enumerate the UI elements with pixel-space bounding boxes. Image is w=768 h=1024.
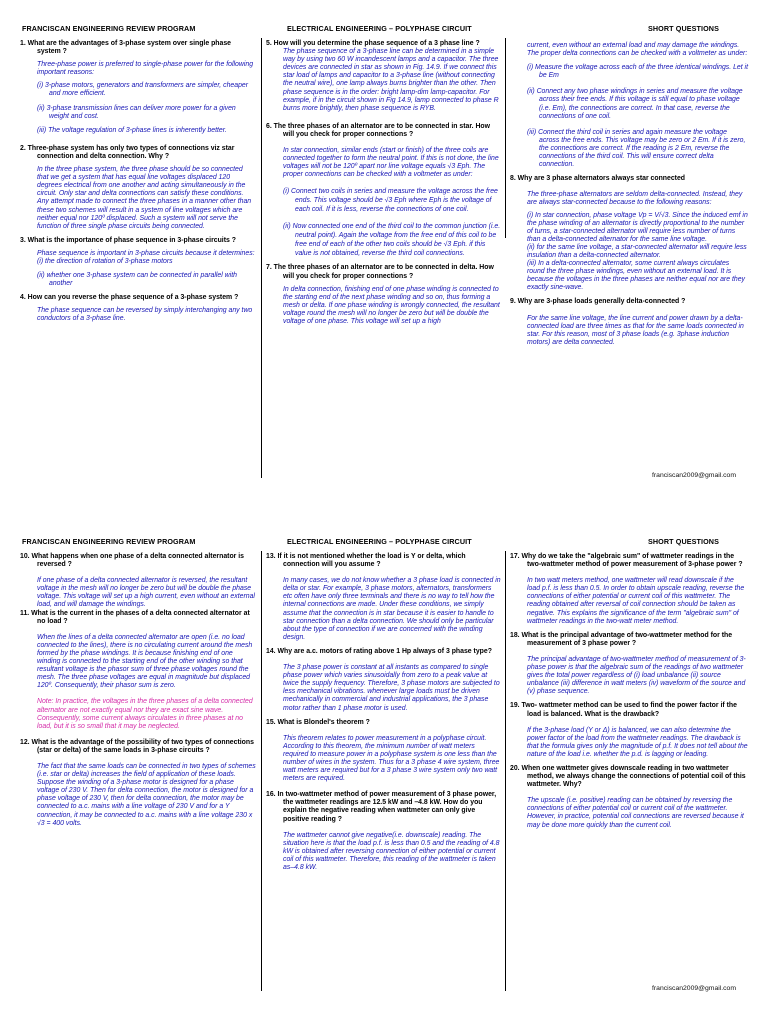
answer-8 — [510, 191, 748, 292]
question-15: 15. What is Blondel's theorem ? — [266, 718, 370, 726]
question-8: 8. Why are 3 phase alternators always star connected — [510, 175, 686, 183]
answer-item: (ii) Now connected one end of the third coil to the common junction (i.e. neutral point). Again the voltage from the free end of this coil to be free end of each of the other two coils should be √3 Eph. if this value is not obtained, reverse the third coil connections. — [283, 223, 501, 258]
question-1: 1. What are the advantages of 3-phase system over single phase system ? — [20, 40, 232, 56]
question-17: 17. Why do we take the "algebraic sum" of wattmeter readings in the two-wattmeter method of power measurement of 3-phase power ? — [510, 553, 743, 569]
question-3: 3. What is the importance of phase sequence in 3-phase circuits ? — [20, 236, 236, 244]
answer-item: (ii) whether one 3-phase system can be connected in parallel with another — [37, 272, 237, 288]
answer-6 — [266, 147, 502, 258]
column-1 — [20, 40, 256, 330]
question-6: 6. The three phases of an alternator are to be connected in star. How will you check for proper connections ? — [266, 122, 491, 138]
contact-email: franciscan2009@gmail.com — [652, 985, 736, 992]
answer-16: The wattmeter cannot give negative(i.e. downscale) reading. The situation here is that the load p.f. is less than 0.5 and the reading of 4.8 kW is obtained after reversing connection of either potential or current coil of this wattmeter. Therefore, this reading of the wattmeter is taken as–4.8 kW. — [283, 831, 500, 871]
question-11: 11. What is the current in the phases of a delta connected alternator at no load ? — [20, 609, 250, 625]
answer-7: In delta connection, finishing end of one phase winding is connected to the starting end of the next phase winding and so on, thus forming a mesh or delta. If one phase winding is wrongly connected, the resultant voltage round the mesh will no longer be zero but will be double the voltage of one phase. This voltage will set up a high — [283, 285, 500, 325]
note-text: Note: In practice, the voltages in the three phases of a delta connected alternator are not exactly equal nor they are exact sine wave. Consequently, some current always circulates in three phases at no load, but it is so small that it may be neglected. — [37, 698, 253, 730]
answer-2: In the three phase system, the three phase should be so connected that we get a system that has equal line voltages displaced 120 degrees electrical from one another and acting simultaneously in the circuit. Only star and delta connections can satisfy these conditions. Any attempt made to connect the three phases in a manner other than these two schemes will result in a system of line voltages which are neither equal nor 120º displaced. Such a system will not serve the function of three single phase circuits being connected. — [37, 166, 252, 230]
answer-17: In two watt meters method, one wattmeter will read downscale if the load p.f. is less than 0.5. In order to obtain upscale reading, reverse the connections of either potential or current coil of this wattmeter. The reading obtained after reversal of coil connection should be taken as negative. This explains the significance of the term "algebraic sum" of wattmeter readings in the two-watt meter method. — [527, 577, 745, 625]
answer-item: (iii) The voltage regulation of 3-phase lines is inherently better. — [37, 126, 227, 134]
header-program-title: FRANCISCAN ENGINEERING REVIEW PROGRAM — [22, 537, 196, 546]
question-5: 5. How will you determine the phase sequence of a 3 phase line ? — [266, 40, 480, 47]
page-2 — [0, 521, 768, 1024]
answer-7-continued — [510, 42, 748, 169]
question-7: 7. The three phases of an alternator are to be connected in delta. How will you check for proper connections ? — [266, 264, 494, 280]
column-divider — [261, 551, 262, 991]
column-divider — [505, 551, 506, 991]
answer-11: When the lines of a delta connected alternator are open (i.e. no load connected to the lines), there is no circulating current around the mesh formed by the phase windings. It is because finishing end of one winding is connected to the starting end of the other winding so that resultant voltage is the phasor sum of three phase voltages round the mesh. The three phase voltages are equal in magnitude but displaced 120º. Consequently, their phasor sum is zero. — [37, 633, 253, 690]
column-3 — [510, 553, 748, 836]
question-9: 9. Why are 3-phase loads generally delta-connected ? — [510, 298, 686, 306]
header-section-title: SHORT QUESTIONS — [648, 24, 719, 33]
answer-4: The phase sequence can be reversed by simply interchanging any two conductors of a 3-phase line. — [37, 307, 253, 323]
question-19: 19. Two- wattmeter method can be used to find the power factor if the load is balanced. What is the drawback? — [510, 702, 737, 718]
answer-text: Three-phase power is preferred to single-phase power for the following important reasons: — [37, 61, 254, 77]
column-2 — [266, 553, 502, 878]
question-14: 14. Why are a.c. motors of rating above 1 Hp always of 3 phase type? — [266, 647, 492, 655]
answer-item: (ii) Connect any two phase windings in series and measure the voltage across their free ends. If this voltage is still equal to phase voltage (i.e. Em), the connections are correct. In that case, reverse the connections of one coil. — [527, 88, 743, 120]
question-16: 16. In two-wattmeter method of power measurement of 3 phase power, the wattmeter readings are 12.5 kW and –4.8 kW. How do you explain the negative reading when wattmeter can only give positive reading ? — [266, 791, 497, 823]
answer-item: (iii) Connect the third coil in series and again measure the voltage across the free ends. This voltage may be zero or 2 Em. If it is zero, the connections are correct. If the reading is 2 Em, reverse the connections of the third coil. This will ensure correct delta connection. — [527, 128, 746, 169]
answer-13: In many cases, we do not know whether a 3 phase load is connected in delta or star. For example, 3 phase motors, alternators, transformers etc often have only three terminals and there is no way to tell how the internal connections are made. Under these conditions, we simply assume that the connection is in star because it is easier to handle to star connection than a delta connection. We should only be particular about the type of connection if we are concerned with the winding design. — [283, 577, 501, 641]
answer-text: current, even without an external load and may damage the windings. The proper delta connections can be checked with a voltmeter as under: — [527, 42, 748, 58]
answer-9: For the same line voltage, the line current and power drawn by a delta-connected load are three times as that for the same loads connected in star. For this reason, most of 3 phase loads (e.g. 3phase induction motors) are delta connected. — [527, 314, 744, 346]
answer-1 — [20, 61, 256, 135]
header-subject-title: ELECTRICAL ENGINEERING – POLYPHASE CIRCUIT — [287, 24, 472, 33]
contact-email: franciscan2009@gmail.com — [652, 472, 736, 479]
answer-item: (i) the direction of rotation of 3-phase motors — [37, 257, 173, 265]
answer-18: The principal advantage of two-wattmeter method of measurement of 3-phase power is that the algebraic sum of the readings of two wattmeter gives the total power regardless of (i) load unbalance (ii) source unbalance (iii) difference in watt meters (iv) waveform of the source and (v) phase sequence. — [527, 655, 746, 696]
answer-item: (i) Connect two coils in series and measure the voltage across the free ends. This voltage should be √3 Eph where Eph is the voltage of each coil. If it is less, reverse the connections of one coil. — [283, 188, 498, 214]
question-13: 13. If it is not mentioned whether the load is Y or delta, which connection will you assume ? — [266, 553, 466, 569]
header-subject-title: ELECTRICAL ENGINEERING – POLYPHASE CIRCUIT — [287, 537, 472, 546]
question-10: 10. What happens when one phase of a delta connected alternator is reversed ? — [20, 553, 244, 569]
answer-item: (iii) In a delta-connected alternator, some current always circulates round the three phase windings, even without an external load. It is because the voltages in the three phases are neither equal nor are they exactly sine-wave. — [527, 260, 745, 292]
answer-item: (i) 3-phase motors, generators and transformers are simpler, cheaper and more efficient. — [37, 82, 249, 98]
header-program-title: FRANCISCAN ENGINEERING REVIEW PROGRAM — [22, 24, 196, 33]
question-18: 18. What is the principal advantage of two-wattmeter method for the measurement of 3 phase power ? — [510, 631, 733, 647]
answer-5: The phase sequence of a 3-phase line can be determined in a simple way by using two 60 W incandescent lamps and a capacitor. The three devices are connected in star as shown in Fig. 14.9. If we connect this star load of lamps and capacitor to a 3-phase line (without connecting the neutral wire), one lamp always burns brighter than the other. Then phase sequence is in the order: bright lamp-dim lamp-capacitor. For example, if in the circuit shown in Fig 14.9, lamp connected to phase R burns more brightly, then phase sequence is RYB. — [283, 48, 499, 112]
answer-10: If one phase of a delta connected alternator is reversed, the resultant voltage in the mesh will no longer be zero but will be double the phase voltage. This voltage will set up a high current, even without an external load, and will damage the windings. — [37, 577, 255, 609]
answer-item: (ii) for the same line voltage, a star-connected alternator will require less insulation than a delta-connected alternator. — [527, 243, 747, 259]
answer-14: The 3 phase power is constant at all instants as compared to single phase power which varies sinusoidally from zero to a peak value at twice the supply frequency. Therefore, 3 phase motors are subjected to less mechanical vibrations. whenever large loads must be driven mechanically in commercial and industrial applications, the 3 phase motor rather than 1 phase motor is used. — [283, 664, 500, 712]
answer-item: (i) Measure the voltage across each of the three identical windings. Let it be Em — [527, 64, 749, 80]
answer-20: The upscale (i.e. positive) reading can be obtained by reversing the connections of either potential coil or current coil of the wattmeter. However, in practice, potential coil connections are reversed because it may be done more quickly than the current coil. — [527, 797, 744, 829]
column-1 — [20, 553, 256, 834]
answer-19: If the 3-phase load (Y or Δ) is balanced, we can also determine the power factor of the load from the wattmeter readings. The drawback is that the formula gives only the magnitude of p.f. It does not tell about the nature of the load i.e. whether the p.d. is lagging or leading. — [527, 726, 748, 758]
answer-text: Phase sequence is important in 3-phase circuits because it determines: — [37, 249, 255, 257]
answer-12: The fact that the same loads can be connected in two types of schemes (i.e. star or delta) increases the field of application of these loads. Suppose the winding of a 3-phase motor is designed for a phase voltage of 230 V. Then for delta connection, the motor is designed for a phase voltage of 230 V, then for delta connection, the motor may be connected to a.c. mains with a line voltage of 230 V and for a Y connection, it may be connected to a.c. mains with a line voltage 230 x √3 = 400 volts. — [37, 762, 256, 827]
column-divider — [261, 38, 262, 478]
column-divider — [505, 38, 506, 238]
answer-text: The three-phase alternators are seldom delta-connected. Instead, they are always star-connected because to the following reasons: — [527, 191, 743, 207]
answer-15: This theorem relates to power measurement in a polyphase circuit. According to this theorem, the minimum number of watt meters required to measure power in a polyphase system is one less than the number of wires in the system. Thus for a 3 phase 4 wire system, three watt meters are required but for a 3 phase 3 wire system only two watt meters are required. — [283, 734, 500, 783]
answer-text: In star connection, similar ends (start or finish) of the three coils are connected together to form the neutral point. If this is not done, the line voltages will not be 120º apart nor line voltage equals √3 Eph. The proper connections can be checked with a voltmeter as under: — [283, 147, 499, 179]
page-1 — [0, 8, 768, 513]
question-20: 20. When one wattmeter gives downscale reading in two wattmeter method, we always change the connections of potential coil of this wattmeter. Why? — [510, 764, 746, 789]
answer-3 — [20, 250, 256, 288]
question-12: 12. What is the advantage of the possibility of two types of connections (star or delta) of the same loads in 3-phase circuits ? — [20, 738, 254, 754]
header-section-title: SHORT QUESTIONS — [648, 537, 719, 546]
answer-item: (ii) 3-phase transmission lines can deliver more power for a given weight and cost. — [37, 104, 236, 120]
answer-item: (i) In star connection, phase voltage Vp = V/√3. Since the induced emf in the phase winding of an alternator is directly proportional to the number of turns, a star-connected alternator will require less number of turns than a delta-connected alternator for the same line voltage. — [527, 211, 748, 243]
question-4: 4. How can you reverse the phase sequence of a 3-phase system ? — [20, 294, 239, 302]
question-2: 2. Three-phase system has only two types of connections viz star connection and delta connection. Why ? — [20, 144, 235, 160]
column-3 — [510, 42, 748, 353]
column-2 — [266, 40, 502, 332]
